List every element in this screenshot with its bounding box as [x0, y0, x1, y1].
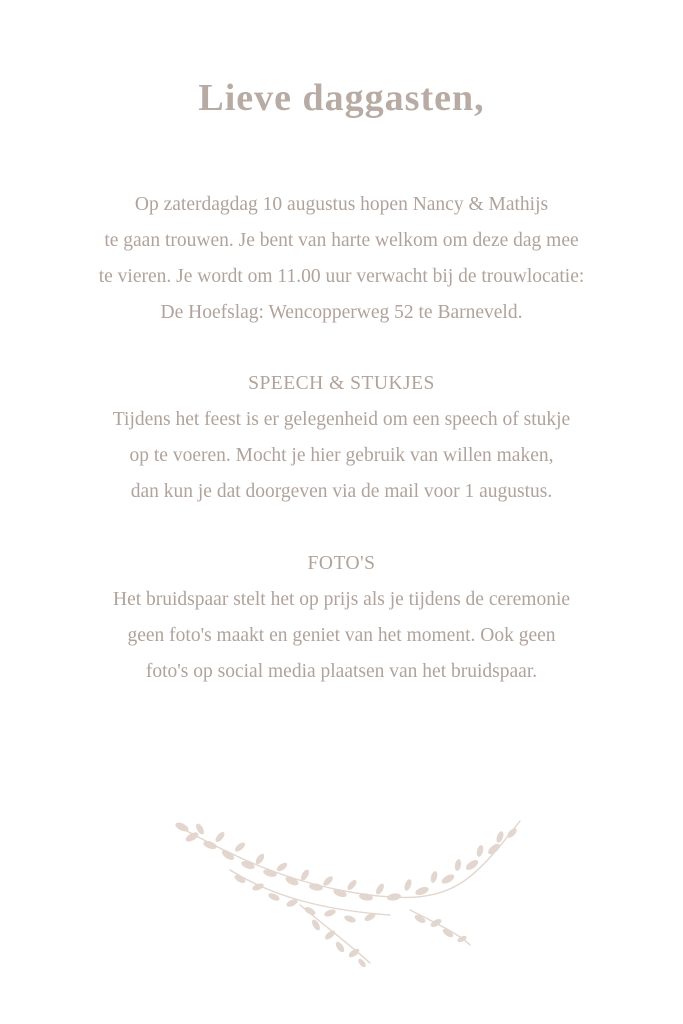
leaf-garland-icon	[170, 815, 526, 970]
intro-line: Op zaterdagdag 10 augustus hopen Nancy & Mathijs	[134, 194, 549, 215]
intro-line: te gaan trouwen. Je bent van harte welkom om deze dag mee	[104, 230, 579, 251]
intro-line: te vieren. Je wordt om 11.00 uur verwacht bij de trouwlocatie:	[98, 266, 585, 287]
photos-line: geen foto's maakt en geniet van het moment. Ook geen	[127, 625, 556, 646]
speech-line: dan kun je dat doorgeven via de mail voor 1 augustus.	[130, 481, 553, 502]
speech-heading: SPEECH & STUKJES	[248, 373, 435, 394]
photos-line: Het bruidspaar stelt het op prijs als je tijdens de ceremonie	[112, 589, 571, 610]
photos-heading: FOTO'S	[307, 553, 376, 574]
intro-paragraph	[0, 187, 683, 331]
photos-line: foto's op social media plaatsen van het bruidspaar.	[145, 661, 538, 682]
speech-section	[0, 366, 683, 510]
photos-section	[0, 546, 683, 690]
speech-line: op te voeren. Mocht je hier gebruik van willen maken,	[129, 445, 554, 466]
intro-line: De Hoefslag: Wencopperweg 52 te Barneveld.	[160, 302, 523, 323]
speech-line: Tijdens het feest is er gelegenheid om een speech of stukje	[112, 409, 571, 430]
page-title: Lieve daggasten,	[198, 77, 485, 119]
